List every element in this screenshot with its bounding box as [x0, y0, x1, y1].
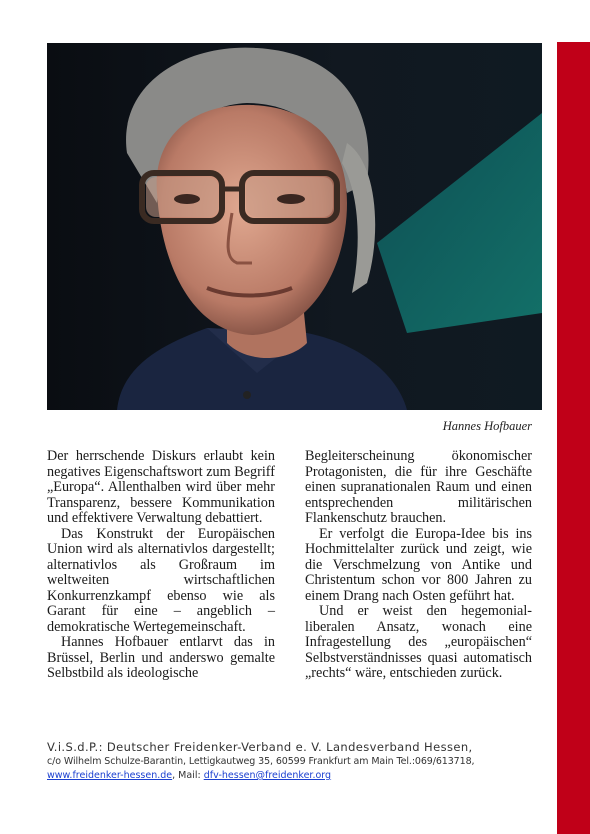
portrait-photo — [47, 43, 542, 410]
accent-bar — [557, 42, 590, 834]
article-column-right — [305, 449, 532, 682]
photo-caption: Hannes Hofbauer — [442, 419, 532, 433]
paragraph: Begleiterscheinung ökonomischer Protagonisten, die für ihre Geschäfte einen supranationalen Raum und einen entsprechenden militärischen Flankenschutz brauchen. — [305, 448, 532, 526]
portrait-illustration — [47, 43, 542, 410]
imprint-responsible: V.i.S.d.P.: Deutscher Freidenker-Verband e. V. Landesverband Hessen, — [47, 740, 473, 754]
mail-label: , Mail: — [172, 770, 204, 781]
email-link[interactable]: dfv-hessen@freidenker.org — [203, 770, 332, 781]
website-link[interactable]: www.freidenker-hessen.de — [47, 770, 173, 781]
imprint-footer — [47, 740, 547, 783]
paragraph: Hannes Hofbauer entlarvt das in Brüssel, Berlin und anderswo gemalte Selbstbild als ideologische — [47, 634, 275, 681]
imprint-address: c/o Wilhelm Schulze-Barantin, Lettigkautweg 35, 60599 Frankfurt am Main Tel.:069/613718, — [47, 756, 475, 767]
paragraph: Das Konstrukt der Europäischen Union wird als alternativlos dargestellt; alternativlos als Großraum im weltweiten wirtschaftlichen Konkurrenzkampf ebenso wie als Garant für eine – angeblich – demokratische Wertegemeinschaft. — [47, 525, 275, 635]
imprint-contact — [47, 769, 547, 783]
article-column-left — [47, 449, 275, 682]
paragraph: Und er weist den hegemonialliberalen Ansatz, wonach eine Infragestellung des „europäischen“ Selbstverständnisses quasi automatisch „rechts“ wäre, entschieden zurück. — [305, 603, 532, 681]
paragraph: Er verfolgt die Europa-Idee bis ins Hochmittelalter zurück und zeigt, wie die Verschmelzung von Antike und Christentum schon vor 800 Jahren zu einem Drang nach Osten geführt hat. — [305, 525, 532, 604]
paragraph: Der herrschende Diskurs erlaubt kein negatives Eigenschaftswort zum Begriff „Europa“. Allenthalben wird über mehr Transparenz, bessere Kommunikation und effektivere Verwaltung debattiert. — [47, 448, 275, 526]
